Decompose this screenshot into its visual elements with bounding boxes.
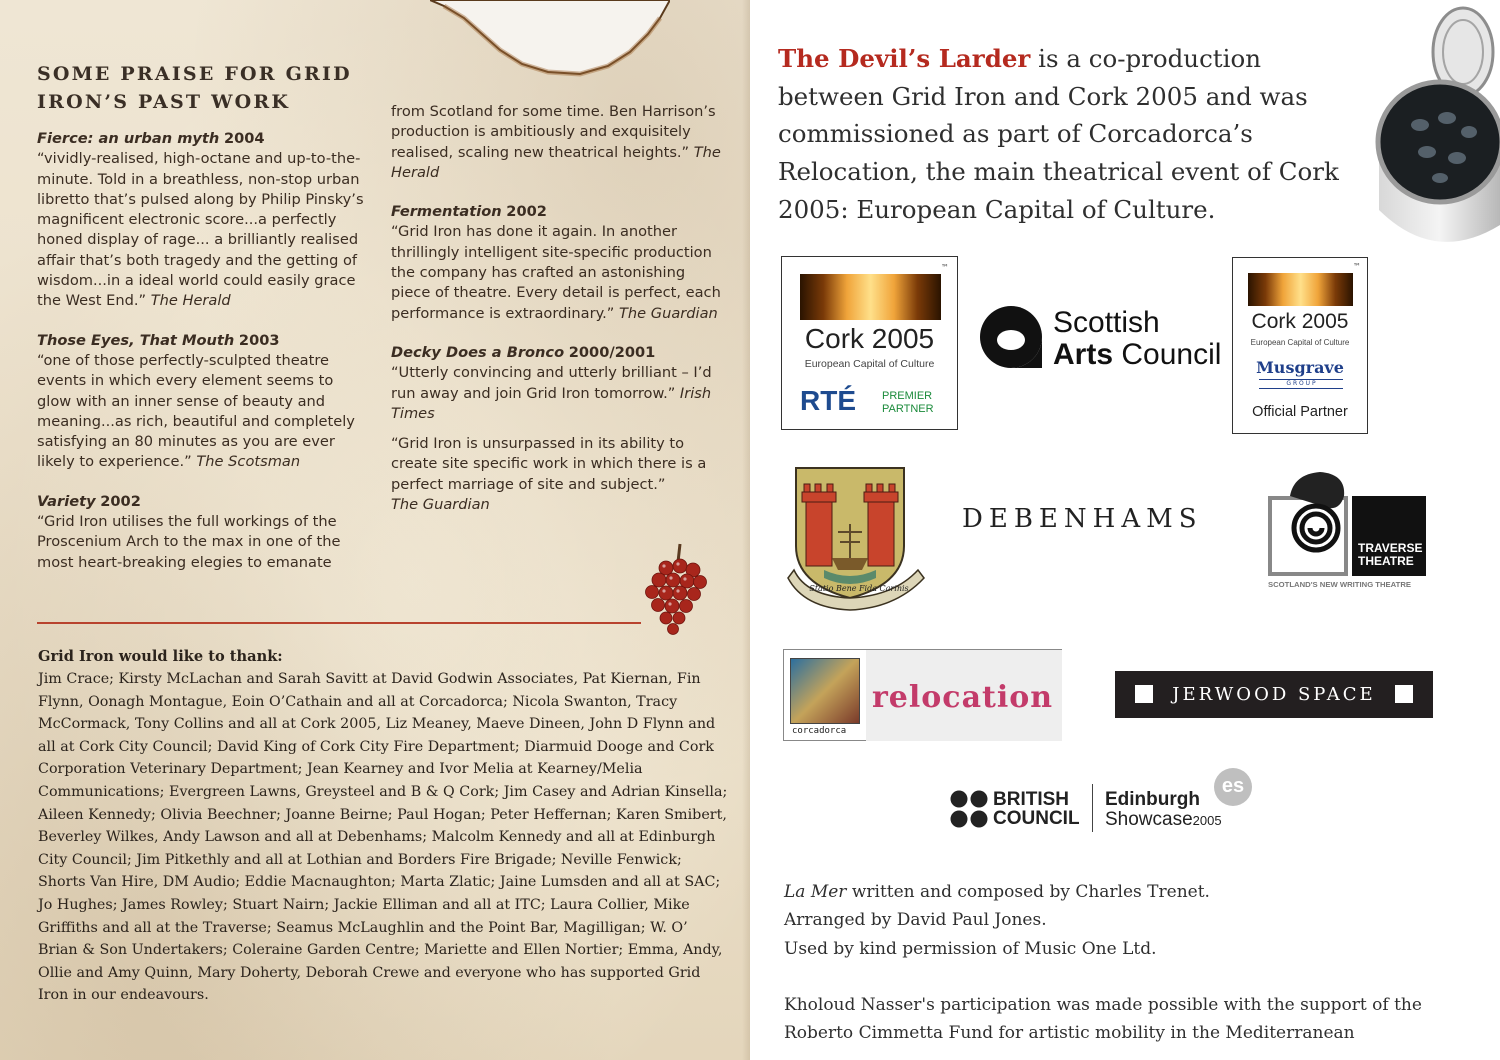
song-title: La Mer — [784, 882, 847, 902]
review-entry — [391, 202, 721, 324]
review-title: Variety — [37, 492, 96, 510]
intro-paragraph — [778, 40, 1348, 229]
traverse-tagline: SCOTLAND'S NEW WRITING THEATRE — [1268, 580, 1412, 589]
sac-word-scottish: Scottish — [1053, 306, 1160, 339]
credits-block — [784, 878, 1484, 1060]
chameleon-icon — [1280, 466, 1352, 566]
review-quote: “Grid Iron utilises the full workings of the Proscenium Arch to the max in one of the most heart-breaking elegies to emanate — [37, 513, 341, 571]
music-credit — [784, 878, 1484, 963]
praise-heading: SOME PRAISE FOR GRID IRON’S PAST WORK — [37, 63, 352, 113]
reviews-column-1 — [37, 129, 367, 592]
corcadorca-label: corcadorca — [792, 726, 847, 736]
sparkler-image — [800, 274, 941, 320]
sparkler-image — [1248, 273, 1353, 306]
jerwood-square-left — [1135, 685, 1153, 703]
burnt-hole-graphic — [430, 0, 670, 80]
review-entry — [37, 331, 367, 473]
review-title: Fermentation — [391, 203, 502, 221]
traverse-name-line1: TRAVERSE — [1358, 541, 1423, 555]
divider-rule — [37, 622, 641, 624]
sac-word-arts-council — [1053, 338, 1221, 372]
review-entry — [391, 434, 721, 515]
rte-logo: RTÉ — [800, 385, 856, 416]
tin-can-graphic — [1365, 0, 1500, 260]
review-source: The Guardian — [391, 496, 490, 514]
review-entry — [37, 129, 367, 312]
showcase-year: 2005 — [1192, 813, 1222, 828]
official-partner-label: Official Partner — [1252, 404, 1348, 420]
showcase-line1: Edinburgh — [1105, 789, 1200, 810]
review-source: The Scotsman — [196, 453, 301, 471]
british-council-dots-icon — [950, 790, 988, 828]
cork-subtitle: European Capital of Culture — [1250, 338, 1350, 347]
musgrave-logo: Musgrave — [1256, 358, 1344, 377]
review-year: 2003 — [238, 331, 280, 349]
review-quote: “vividly-realised, high-octane and up-to-the-minute. Told in a breathless, non-stop urban libretto that’s pulsed along by Philip Pinsky’s magnificent electronic score...a perfectly honed display of rage... a brilliantly realised affair that’s both tragedy and the getting of wisdom...in a ideal world could easily grace the West End.” — [37, 150, 364, 310]
sponsors-panel — [750, 0, 1500, 1060]
thanks-body: Jim Crace; Kirsty McLachan and Sarah Savitt at David Godwin Associates, Pat Kiernan, Fin Flynn, Oonagh Montague, Eoin O’Cathain and all at Corcadorca; Nicola Swanton, Tracy McCormack, Tony Collins and all at Cork 2005, Liz Meaney, Maeve Dineen, John D Flynn and all at Cork City Council; David King of Cork City Fire Department; Diarmuid Dooge and Cork Corporation Veterinary Department; Jean Kearney and Ivor Melia at Kearney/Melia Communications; Evergreen Lawns, Greysteel and B & Q Cork; Jim Casey and Adrian Kinsella; Aileen Kennedy; Olivia Beechner; Joanne Beirne; Paul Hogan; Peter Heffernan; Karen Smibert, Beverley Wilkes, Andy Lawson and all at Debenhams; Malcolm Kennedy and all at Edinburgh City Council; Jim Pitkethly and all at Lothian and Borders Fire Brigade; Neville Fenwick; Shorts Van Hire, DM Audio; Eddie Macnaughton; Marta Zlatic; Jaine Lumsden and all at SAC; Jo Hughes; James Rowley; Stuart Nairn; Jackie Elliman and all at ITC; Laura Collier, Mike Griffiths and all at the Traverse; Seamus McLaughlin and the Point Bar, Magilligan; W. O’ Brian & Son Undertakers; Coleraine Garden Centre; Mariette and Ellen Nortier; Emma, Andy, Ollie and Amy Quinn, Mary Doherty, Deborah Crewe and everyone who has supported Grid Iron in our endeavours. — [38, 671, 728, 1004]
cork-2005-musgrave-logo — [1232, 257, 1368, 434]
jerwood-square-right — [1395, 685, 1413, 703]
crest-motto: Statio Bene Fida Carinis — [809, 584, 909, 593]
trademark-symbol: ™ — [1353, 262, 1361, 271]
review-quote: “one of those perfectly-sculpted theatre events in which every element seems to glow with an inner sense of beauty and meaning...as rich, beautiful and completely satisfying an 80 minutes as you are ever likely to experience.” — [37, 351, 355, 471]
review-title: Those Eyes, That Mouth — [37, 331, 235, 349]
jerwood-space-logo — [1115, 671, 1433, 718]
sac-word-arts: Arts — [1053, 338, 1114, 371]
review-quote: from Scotland for some time. Ben Harrison’s production is ambitiously and exquisitely realised, scaling new theatrical heights.” — [391, 103, 716, 161]
review-source: The Herald — [391, 143, 721, 181]
cork-title: Cork 2005 — [804, 323, 935, 354]
review-year: 2004 — [223, 130, 265, 147]
permission-credit: Used by kind permission of Music One Ltd. — [784, 938, 1157, 959]
traverse-theatre-logo — [1268, 466, 1426, 596]
review-entry — [37, 492, 367, 573]
logo-divider — [1092, 784, 1093, 832]
british-council-showcase-logo — [950, 768, 1260, 836]
cork-city-crest — [784, 466, 930, 614]
edinburgh-showcase-badge: es — [1214, 768, 1252, 806]
intro-text: is a co-production between Grid Iron and Cork 2005 and was commissioned as part of Corcadorca’s Relocation, the main theatrical event of Cork 2005: European Capital of Culture. — [778, 44, 1339, 224]
premier-partner-label: PREMIER PARTNER — [882, 390, 934, 415]
review-year: 2000/2001 — [568, 343, 656, 361]
grapes-graphic — [636, 540, 716, 635]
review-entry — [391, 343, 721, 424]
traverse-name-box — [1352, 496, 1426, 576]
musgrave-group: G R O U P — [1259, 379, 1343, 389]
thanks-heading: Grid Iron would like to thank: — [38, 648, 283, 665]
reviews-column-2 — [391, 102, 721, 534]
cork-subtitle: European Capital of Culture — [804, 358, 935, 370]
corcadorca-relocation-logo — [783, 649, 1062, 741]
sac-mark-icon — [980, 306, 1042, 368]
british-council-name — [993, 790, 1080, 828]
cork-title: Cork 2005 — [1251, 310, 1349, 333]
review-quote: “Utterly convincing and utterly brilliant – I’d run away and join Grid Iron tomorrow.” — [391, 364, 712, 402]
trademark-symbol: ™ — [941, 263, 949, 272]
traverse-name — [1358, 542, 1422, 568]
jerwood-text: JERWOOD SPACE — [1172, 684, 1376, 705]
review-continuation — [391, 102, 721, 183]
review-year: 2002 — [506, 203, 547, 221]
review-quote: “Grid Iron is unsurpassed in its ability to create site specific work in which there is a perfect marriage of site and subject.” — [391, 435, 707, 493]
review-source: Irish Times — [391, 384, 712, 422]
british-council-line2: COUNCIL — [993, 808, 1080, 829]
debenhams-logo: DEBENHAMS — [962, 504, 1203, 534]
review-source: The Herald — [150, 292, 231, 310]
arranger-credit: Arranged by David Paul Jones. — [784, 910, 1047, 931]
cork-2005-rte-logo — [781, 256, 958, 430]
song-credit-text: written and composed by Charles Trenet. — [846, 882, 1210, 902]
support-credit: Kholoud Nasser's participation was made possible with the support of the Roberto Cimmetta Fund for artistic mobility in the Mediterranean — [784, 994, 1422, 1044]
corcadorca-map-image — [790, 658, 860, 724]
review-title: Fierce: an urban myth — [37, 130, 220, 147]
review-quote: “Grid Iron has done it again. In another thrillingly intelligent site-specific production the company has crafted an astonishing piece of theatre. Every detail is perfect, each performance is extraordinary.” — [391, 223, 721, 322]
traverse-name-line2: THEATRE — [1358, 554, 1414, 568]
sac-word-council: Council — [1113, 338, 1222, 371]
british-council-line1: BRITISH — [993, 789, 1069, 810]
review-year: 2002 — [100, 492, 141, 510]
scottish-arts-council-logo — [980, 300, 1222, 375]
review-title: Decky Does a Bronco — [391, 343, 565, 361]
showcase-line2: Showcase — [1105, 809, 1193, 830]
showcase-name — [1105, 790, 1222, 831]
relocation-word: relocation — [872, 680, 1054, 715]
show-title: The Devil’s Larder — [778, 44, 1031, 73]
review-source: The Guardian — [619, 304, 718, 322]
